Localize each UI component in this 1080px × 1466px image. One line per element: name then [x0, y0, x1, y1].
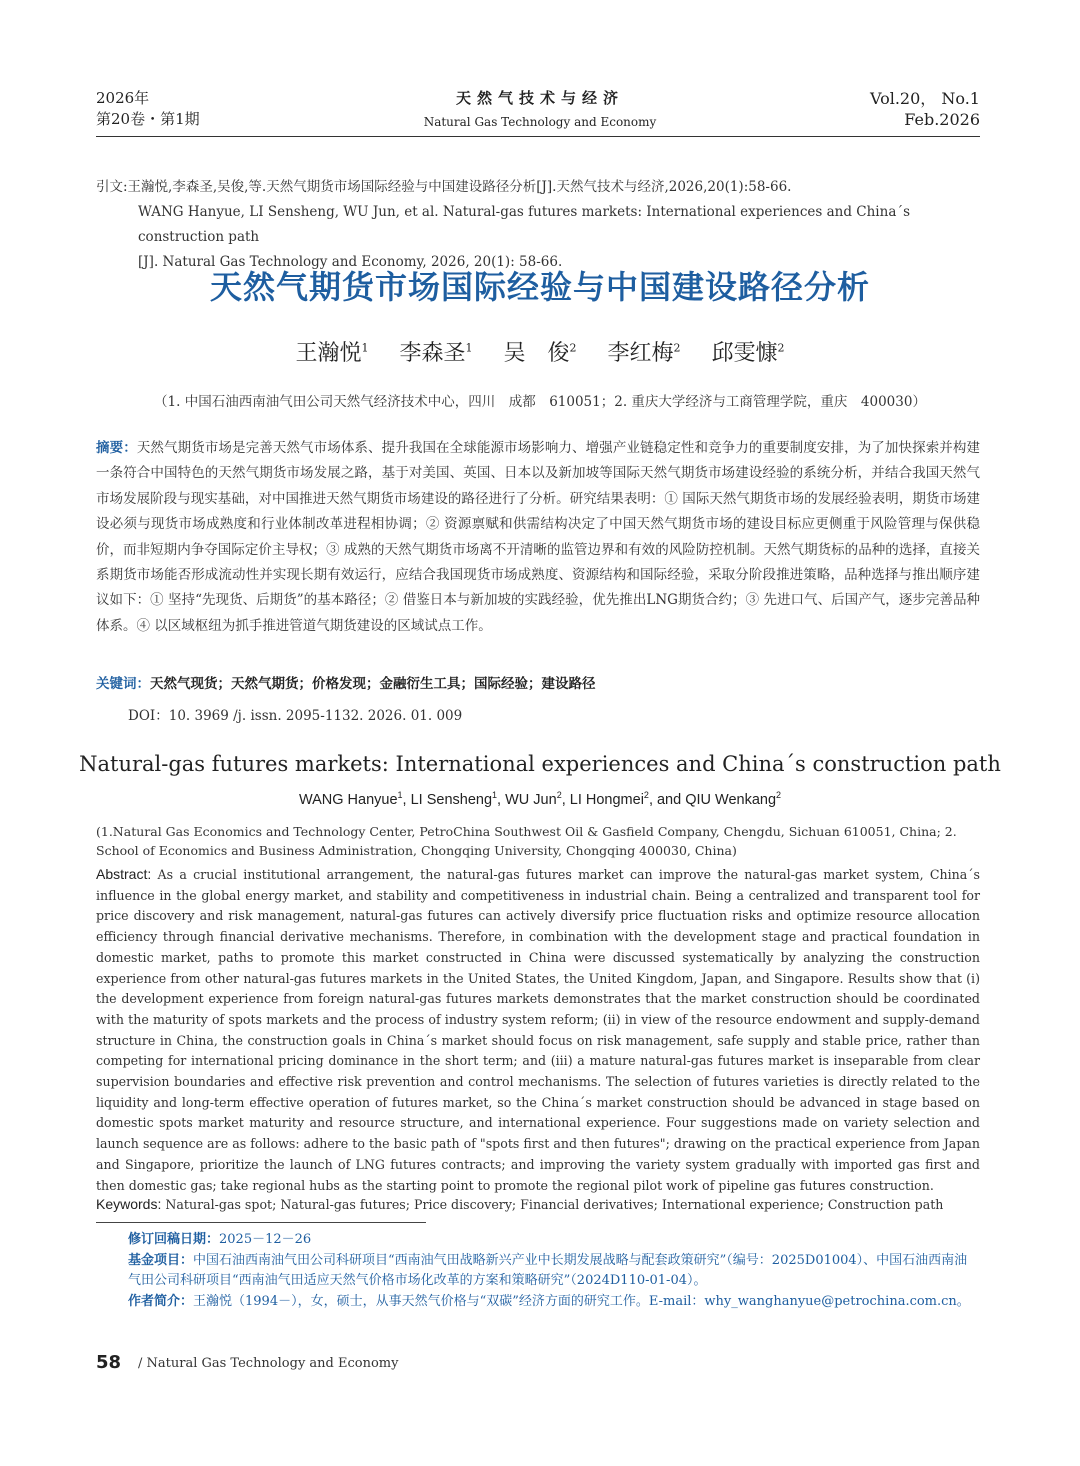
author-name: 李森圣 — [399, 341, 466, 366]
citation-en-line2: [J]. Natural Gas Technology and Economy, 2026, 20(1): 58-66. — [138, 254, 563, 270]
author-affil-mark: 2 — [673, 341, 681, 355]
author-affil-mark: 2 — [569, 341, 577, 355]
footer-journal: / Natural Gas Technology and Economy — [138, 1356, 399, 1371]
header-journal-en: Natural Gas Technology and Economy — [423, 115, 657, 129]
abstract-en-text: As a crucial institutional arrangement, the natural-gas futures market can improve the natural-gas market system, China´s influence in the global energy market, and stability and competitiveness in industrial chain. Being a centralized and transparent tool for price discovery and risk management, natural-gas futures can actively diversify price fluctuation risks and optimize resource allocation efficiency through financial derivative mechanisms. Therefore, in combination with the development stage and practical foundation in domestic market, paths to promote this market constructed in China were discussed systematically by analyzing the construction experience from other natural-gas futures markets in the United States, the United Kingdom, Japan, and Singapore. Results show that (i) the development experience from foreign natural-gas futures markets demonstrates that the market construction should be coordinated with the maturity of spots markets and the process of industry system reform; (ii) in view of the resource endowment and supply-demand structure in China, the construction goals in China´s market should focus on risk management, safe supply and stable price, rather than competing for international pricing dominance in the short term; and (iii) a mature natural-gas futures market is inseparable from clear supervision boundaries and effective risk prevention and control mechanisms. The selection of futures varieties is directly related to the liquidity and long-term effective operation of futures market, so the China´s market construction should be advanced in stage based on domestic spots market maturity and resource structure, and international experience. Four suggestions made on variety selection and launch sequence are as follows: adhere to the basic path of "spots first and then futures"; drawing on the practical experience from Japan and Singapore, prioritize the launch of LNG futures contracts; and improving the variety system gradually with imported gas first and then domestic gas; take regional hubs as the starting point to promote the regional pilot work of pipeline gas futures construction. — [96, 867, 980, 1193]
authors-en — [60, 790, 1020, 808]
keywords-en-label: Keywords: — [96, 1196, 162, 1212]
footnote-bio — [96, 1292, 980, 1313]
abstract-cn-label: 摘要： — [96, 440, 137, 456]
author-affil-mark: 1 — [397, 790, 403, 800]
citation-cn: 引文:王瀚悦,李森圣,吴俊,等.天然气期货市场国际经验与中国建设路径分析[J].天然气技术与经济,2026,20(1):58-66. — [96, 179, 792, 195]
header-divider — [96, 136, 980, 137]
authors-cn — [60, 336, 1020, 367]
author-cn — [712, 341, 785, 366]
author-name: LI Sensheng — [410, 791, 493, 808]
revised-date: 2025－12－26 — [219, 1232, 312, 1247]
author-affil-mark: 1 — [492, 790, 498, 800]
keywords-en — [96, 1196, 980, 1212]
abstract-cn-text: 天然气期货市场是完善天然气市场体系、提升我国在全球能源市场影响力、增强产业链稳定性和竞争力的重要制度安排，为了加快探索并构建一条符合中国特色的天然气期货市场发展之路，基于对美国、英国、日本以及新加坡等国际天然气期货市场建设经验的系统分析，并结合我国天然气市场发展阶段与现实基础，对中国推进天然气期货市场建设的路径进行了分析。研究结果表明：① 国际天然气期货市场的发展经验表明，期货市场建设必须与现货市场成熟度和行业体制改革进程相协调；② 资源禀赋和供需结构决定了中国天然气期货市场的建设目标应更侧重于风险管理与保供稳价，而非短期内争夺国际定价主导权；③ 成熟的天然气期货市场离不开清晰的监管边界和有效的风险防控机制。天然气期货标的品种的选择，直接关系期货市场能否形成流动性并实现长期有效运行，应结合我国现货市场成熟度、资源结构和国际经验，采取分阶段推进策略，品种选择与推出顺序建议如下：① 坚持“先现货、后期货”的基本路径；② 借鉴日本与新加坡的实践经验，优先推出LNG期货合约；③ 先进口气、后国产气，逐步完善品种体系。④ 以区域枢纽为抓手推进管道气期货建设的区域试点工作。 — [96, 440, 981, 634]
footnote-revised — [96, 1230, 980, 1251]
author-cn — [503, 341, 576, 366]
author-name: 邱雯慷 — [711, 341, 778, 366]
footnote-divider — [96, 1222, 426, 1223]
author-name: 吴 俊 — [503, 341, 570, 366]
author-name: WU Jun — [505, 791, 557, 808]
header-journal-cn: 天然气技术与经济 — [455, 89, 624, 107]
paper-title-cn: 天然气期货市场国际经验与中国建设路径分析 — [209, 268, 870, 306]
header-volume: Vol.20， No.1 — [870, 89, 980, 108]
author-affil-mark: 1 — [361, 341, 369, 355]
abstract-en — [96, 864, 980, 1196]
header-date: Feb.2026 — [904, 110, 980, 129]
keywords-cn-label: 关键词： — [96, 676, 150, 692]
header-journal — [340, 88, 740, 130]
abstract-cn — [96, 436, 980, 639]
header-issue-info — [96, 88, 200, 130]
paper-title-en: Natural-gas futures markets: International experiences and China´s construction path — [79, 752, 1001, 776]
header-volume-info — [870, 88, 980, 130]
header-year: 2026年 — [96, 89, 150, 107]
citation-block — [96, 175, 980, 275]
author-affil-mark: 2 — [643, 790, 649, 800]
doi: DOI：10. 3969 /j. issn. 2095-1132. 2026. 01. 009 — [128, 708, 463, 724]
footnote-fund — [96, 1251, 980, 1292]
affiliation-en: (1.Natural Gas Economics and Technology Center, PetroChina Southwest Oil & Gasfield Company, Chengdu, Sichuan 610051, China; 2. School of Economics and Business Administration, Chongqing University, Chongqing 400030, China) — [96, 824, 957, 858]
fund-text: 中国石油西南油气田公司科研项目“西南油气田战略新兴产业中长期发展战略与配套政策研究”（编号：2025D01004）、中国石油西南油气田公司科研项目“西南油气田适应天然气价格市场化改革的方案和策略研究”（2024D110-01-04）。 — [128, 1252, 968, 1288]
header-issue: 第20卷・第1期 — [96, 110, 200, 128]
bio-text: 王瀚悦（1994－），女，硕士，从事天然气价格与“双碳”经济方面的研究工作。E-mail：why_wanghanyue@petrochina.com.cn。 — [193, 1293, 970, 1309]
abstract-en-label: Abstract: — [96, 866, 152, 882]
footnotes — [96, 1230, 980, 1312]
author-name: 王瀚悦 — [295, 341, 362, 366]
author-name: QIU Wenkang — [685, 791, 777, 808]
author-en: LI Sensheng$^1$, — [410, 790, 506, 808]
author-cn — [295, 341, 368, 366]
author-en — [685, 792, 781, 808]
author-affil-mark: 2 — [556, 790, 562, 800]
author-en: WANG Hanyue$^1$, — [298, 790, 411, 808]
author-name: LI Hongmei — [569, 791, 644, 808]
keywords-cn-text: 天然气现货；天然气期货；价格发现；金融衍生工具；国际经验；建设路径 — [150, 676, 596, 692]
author-en: WU Jun$^2$, — [505, 790, 570, 808]
author-affil-mark: 2 — [776, 790, 782, 800]
author-cn — [608, 341, 681, 366]
fund-label: 基金项目： — [128, 1252, 194, 1268]
author-name: 李红梅 — [607, 341, 674, 366]
revised-label: 修订回稿日期： — [128, 1232, 220, 1247]
bio-label: 作者简介： — [128, 1293, 194, 1309]
author-name: WANG Hanyue — [298, 791, 398, 808]
keywords-cn — [96, 672, 980, 692]
author-affil-mark: 1 — [465, 341, 473, 355]
keywords-en-text: Natural-gas spot; Natural-gas futures; Price discovery; Financial derivatives; International experience; Construction path — [165, 1197, 944, 1212]
author-affil-mark: 2 — [777, 341, 785, 355]
author-cn — [399, 341, 472, 366]
author-en: LI Hongmei$^2$, and — [569, 790, 686, 808]
affiliation-cn: （1. 中国石油西南油气田公司天然气经济技术中心，四川 成都 610051；2. 重庆大学经济与工商管理学院，重庆 400030） — [154, 394, 926, 410]
page-number: 58 — [96, 1352, 122, 1373]
citation-en-line1: WANG Hanyue, LI Sensheng, WU Jun, et al. Natural-gas futures markets: International experiences and China´s construction path — [138, 204, 911, 245]
